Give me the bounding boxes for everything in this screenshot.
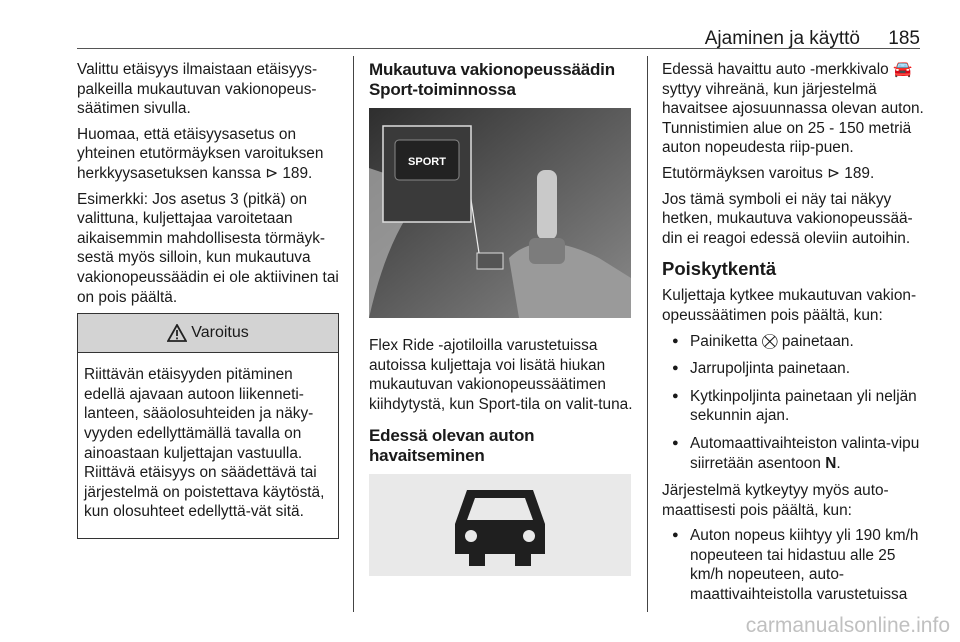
page-header (77, 8, 920, 49)
watermark: carmanualsonline.info (745, 614, 950, 637)
column-3 (662, 60, 930, 613)
heading-deactivation: Poiskytkentä (662, 258, 777, 280)
column-1 (77, 60, 339, 539)
page-number: 185 (888, 28, 920, 49)
warning-box (77, 313, 339, 539)
paragraph: Jos tämä symboli ei näy tai näkyy hetken, mukautuva vakionopeussää-din ei reagoi edessä oleviin autoihin. (662, 190, 913, 247)
list-item: ● Kytkinpoljinta painetaan yli neljän sekunnin ajan. (662, 387, 930, 426)
warning-title: Varoitus (191, 324, 249, 342)
paragraph: Etutörmäyksen varoitus ⊳ 189. (662, 164, 875, 182)
list-item: ● Automaattivaihteiston valinta-vipu siirretään asentoon N. (662, 434, 930, 473)
deactivation-list (662, 332, 930, 474)
paragraph: Valittu etäisyys ilmaistaan etäisyys-palkeilla mukautuvan vakionopeus-säätimen sivulla. (77, 61, 318, 118)
list-item: ● Auton nopeus kiihtyy yli 190 km/h nopeuteen tai hidastuu alle 25 km/h nopeuteen, auto-maattivaihteistolla varustetuissa (662, 526, 930, 604)
vehicle-ahead-icon (445, 480, 555, 570)
vehicle-ahead-illustration (369, 474, 631, 576)
column-2 (369, 60, 633, 576)
sport-button-photo (369, 108, 631, 318)
auto-deactivation-list (662, 526, 930, 604)
heading-vehicle-detection: Edessä olevan auton havaitseminen (369, 426, 535, 466)
paragraph: Huomaa, että etäisyysasetus on yhteinen etutörmäyksen varoituksen herkkyysasetuksen kanssa ⊳ 189. (77, 125, 324, 182)
list-item: ● Jarrupoljinta painetaan. (662, 359, 930, 379)
list-item: ● Painiketta ⛒ painetaan. (662, 332, 930, 352)
paragraph: Flex Ride -ajotiloilla varustetuissa autoissa kuljettaja voi lisätä hiukan mukautuvan vakionopeussäätimen kiihdytystä, kun Sport-tila on valit-tuna. (369, 337, 633, 413)
paragraph: Järjestelmä kytkeytyy myös auto-maattisesti pois päältä, kun: (662, 482, 889, 519)
paragraph: Esimerkki: Jos asetus 3 (pitkä) on valittuna, kuljettajaa varoitetaan aikaisemmin mahdollisesta törmäyk-sestä myös silloin, kun mukautuva vakionopeussäädin ei ole aktiivinen tai on pois päältä. (77, 190, 339, 306)
warning-triangle-icon (167, 324, 187, 342)
warning-text: Riittävän etäisyyden pitäminen edellä ajavaan autoon liikenneti-lanteen, sääolosuhteiden ja näky-vyyden edellyttämällä tavalla on ainoastaan kuljettajan vastuulla. Riittävä etäisyys on säädettävä tai järjestelmä on poistettava käytöstä, kun olosuhteet edellyttä-vät sitä. (84, 366, 325, 521)
section-title: Ajaminen ja käyttö (704, 28, 860, 49)
paragraph: Kuljettaja kytkee mukautuvan vakion-opeussäätimen pois päältä, kun: (662, 287, 917, 324)
heading-sport-cruise: Mukautuva vakionopeussäädin Sport-toiminnossa (369, 60, 615, 99)
warning-header (78, 314, 338, 353)
column-divider (353, 56, 354, 612)
paragraph: Edessä havaittu auto -merkkivalo 🚘 syttyy vihreänä, kun järjestelmä havaitsee ajosuunnassa olevan auton. Tunnistimien alue on 25 - 150 metriä auton nopeudesta riip-puen. (662, 61, 924, 157)
photo-sport-label: SPORT (408, 156, 446, 168)
column-divider (647, 56, 648, 612)
